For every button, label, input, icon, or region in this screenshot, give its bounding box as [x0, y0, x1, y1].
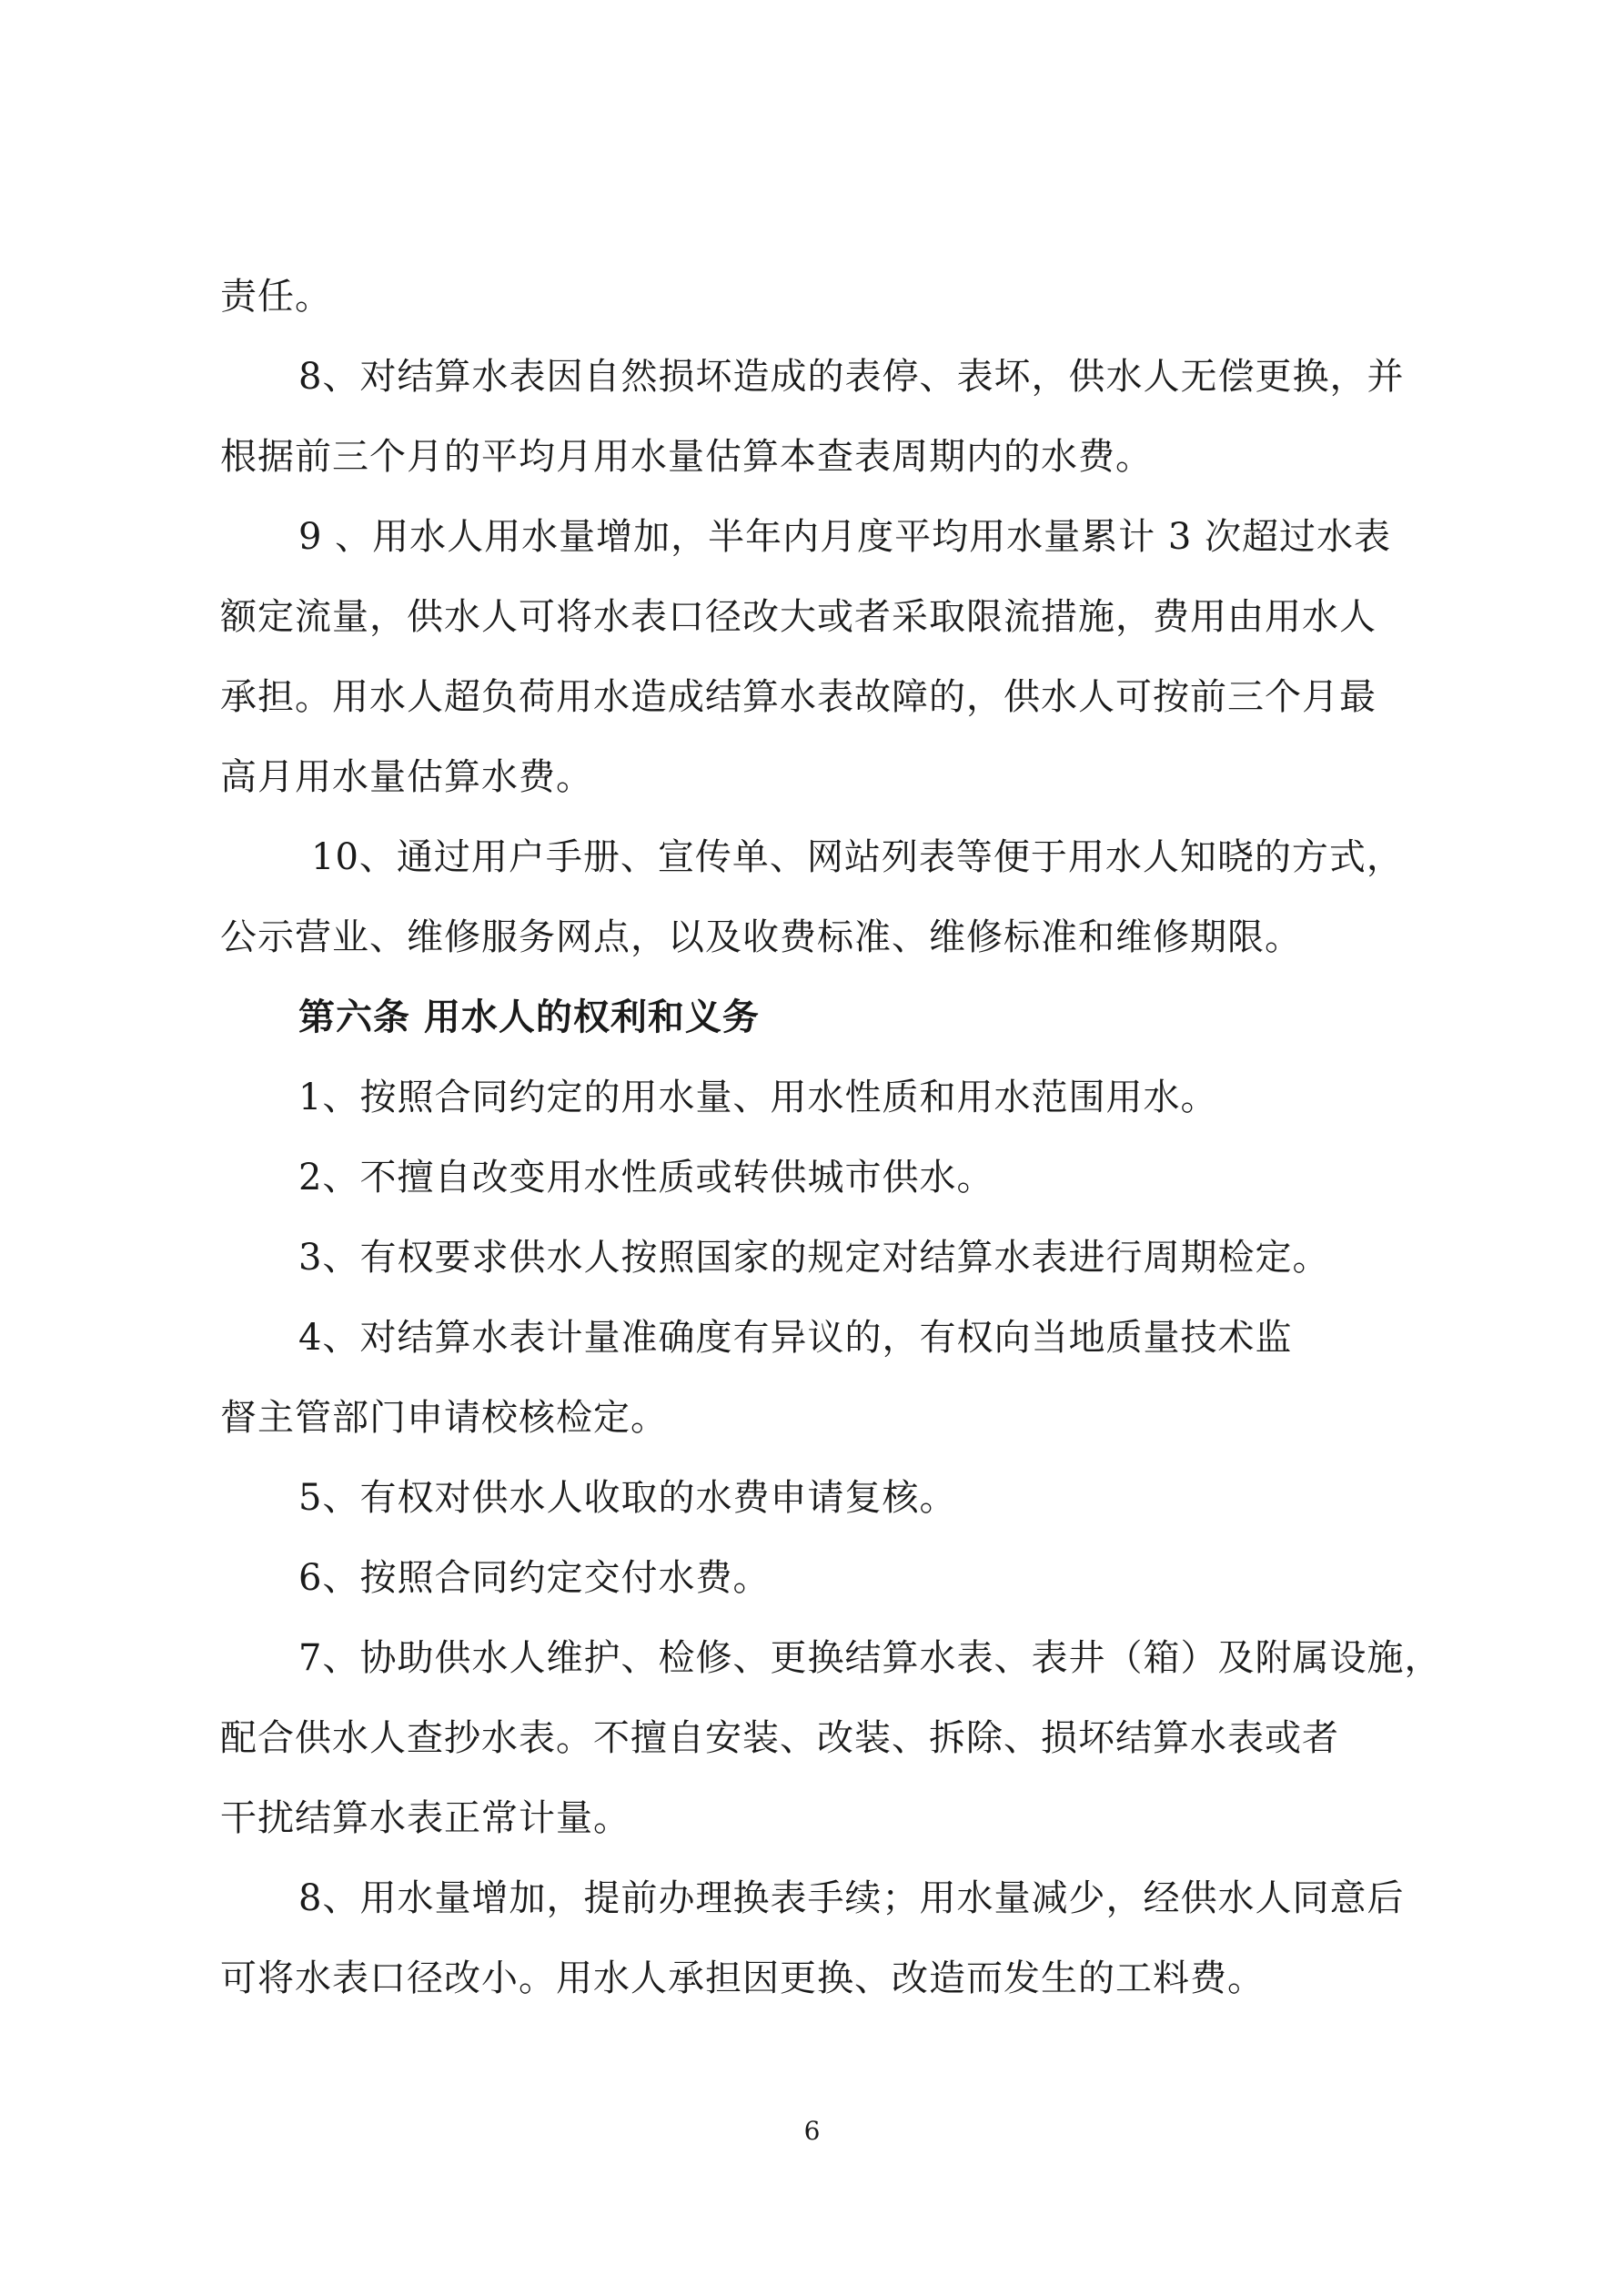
- text-line: 2、不擅自改变用水性质或转供城市供水。: [298, 1157, 994, 1199]
- text-line: 10、通过用户手册、宣传单、网站列表等便于用水人知晓的方式，: [311, 836, 1404, 878]
- text-line: 配合供水人查抄水表。不擅自安装、改装、拆除、损坏结算水表或者: [220, 1717, 1339, 1759]
- text-line: 责任。: [220, 276, 332, 318]
- text-line: 高月用水量估算水费。: [220, 756, 593, 798]
- text-line: 承担。用水人超负荷用水造成结算水表故障的，供水人可按前三个月最: [220, 676, 1377, 718]
- text-line: 6、按照合同约定交付水费。: [298, 1557, 771, 1599]
- text-line: 公示营业、维修服务网点，以及收费标准、维修标准和维修期限。: [220, 916, 1302, 958]
- page-number: 6: [803, 2116, 821, 2146]
- text-line: 4、对结算水表计量准确度有异议的，有权向当地质量技术监: [298, 1317, 1293, 1359]
- text-line: 干扰结算水表正常计量。: [220, 1797, 630, 1839]
- text-line: 9 、用水人用水量增加，半年内月度平均用水量累计 3 次超过水表: [298, 516, 1392, 558]
- text-line: 8、用水量增加，提前办理换表手续；用水量减少，经供水人同意后: [298, 1877, 1405, 1919]
- text-line: 督主管部门申请校核检定。: [220, 1397, 668, 1439]
- text-line: 根据前三个月的平均月用水量估算本查表周期内的水费。: [220, 436, 1153, 478]
- text-line: 5、有权对供水人收取的水费申请复核。: [298, 1477, 957, 1519]
- text-line: 1、按照合同约定的用水量、用水性质和用水范围用水。: [298, 1077, 1218, 1118]
- section-heading: 第六条 用水人的权利和义务: [298, 996, 760, 1038]
- text-line: 额定流量，供水人可将水表口径改大或者采取限流措施，费用由用水人: [220, 596, 1377, 638]
- text-line: 7、协助供水人维护、检修、更换结算水表、表井（箱）及附属设施，: [298, 1637, 1442, 1679]
- text-line: 8、对结算水表因自然损坏造成的表停、表坏，供水人无偿更换，并: [298, 356, 1405, 398]
- text-line: 3、有权要求供水人按照国家的规定对结算水表进行周期检定。: [298, 1237, 1330, 1279]
- text-line: 可将水表口径改小。用水人承担因更换、改造而发生的工料费。: [220, 1957, 1265, 1999]
